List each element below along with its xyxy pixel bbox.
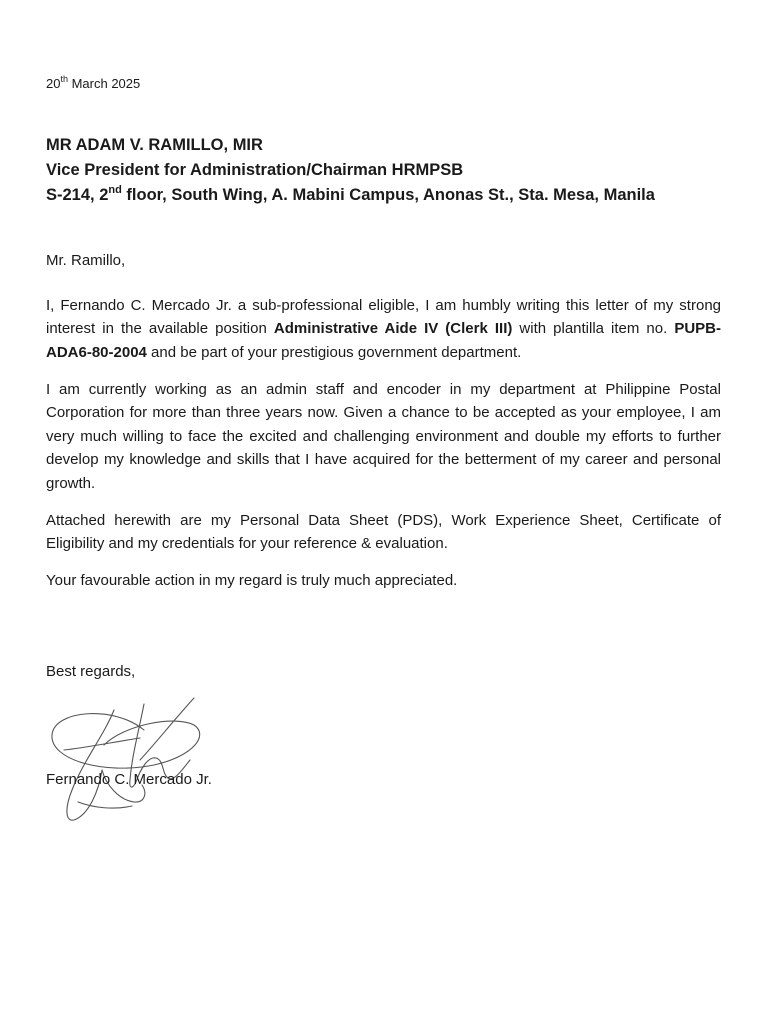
- letter-date: [46, 73, 141, 92]
- handwritten-signature: [44, 690, 214, 830]
- recipient-title: Vice President for Administration/Chairman HRMPSB: [46, 161, 464, 179]
- paragraph-interest-part1: I, Fernando C. Mercado Jr. a sub-professional eligible, I am humbly writing this letter of my strong interest in the available position: [46, 296, 721, 337]
- paragraph-interest-part2: with plantilla item no.: [512, 320, 675, 337]
- address-part2: floor, South Wing, A. Mabini Campus, Anonas St., Sta. Mesa, Manila: [121, 186, 655, 204]
- recipient-name: MR ADAM V. RAMILLO, MIR: [46, 136, 263, 154]
- paragraph-thanks: Your favourable action in my regard is truly much appreciated.: [46, 572, 458, 589]
- paragraph-experience: I am currently working as an admin staff and encoder in my department at Philippine Postal Corporation for more than three years now. Given a chance to be accepted as your employee, I am very much willing to face the excited and challenging environment and double my efforts to further develop my knowledge and skills that I have acquired for the betterment of my career and personal growth.: [46, 380, 721, 492]
- date-suffix: th: [60, 73, 68, 84]
- plantilla-item-number: PUPB-ADA6-80-2004: [46, 320, 722, 361]
- letter-body: [46, 249, 721, 606]
- address-part1: S-214, 2: [46, 186, 109, 204]
- date-month-year: March 2025: [67, 76, 141, 91]
- address-floor-suffix: nd: [108, 183, 122, 196]
- position-name: Administrative Aide IV (Clerk III): [273, 320, 513, 337]
- paragraph-attachments: Attached herewith are my Personal Data Sheet (PDS), Work Experience Sheet, Certificate of Eligibility and my credentials for your reference & evaluation.: [46, 511, 721, 552]
- recipient-address: [46, 183, 736, 208]
- paragraph-interest: [46, 294, 721, 365]
- signer-name: Fernando C. Mercado Jr.: [46, 771, 212, 788]
- paragraph-interest-part3: and be part of your prestigious government department.: [146, 343, 522, 361]
- closing: Best regards,: [46, 663, 136, 680]
- date-day: 20: [46, 76, 61, 91]
- recipient-block: [46, 133, 736, 208]
- salutation: Mr. Ramillo,: [46, 252, 126, 269]
